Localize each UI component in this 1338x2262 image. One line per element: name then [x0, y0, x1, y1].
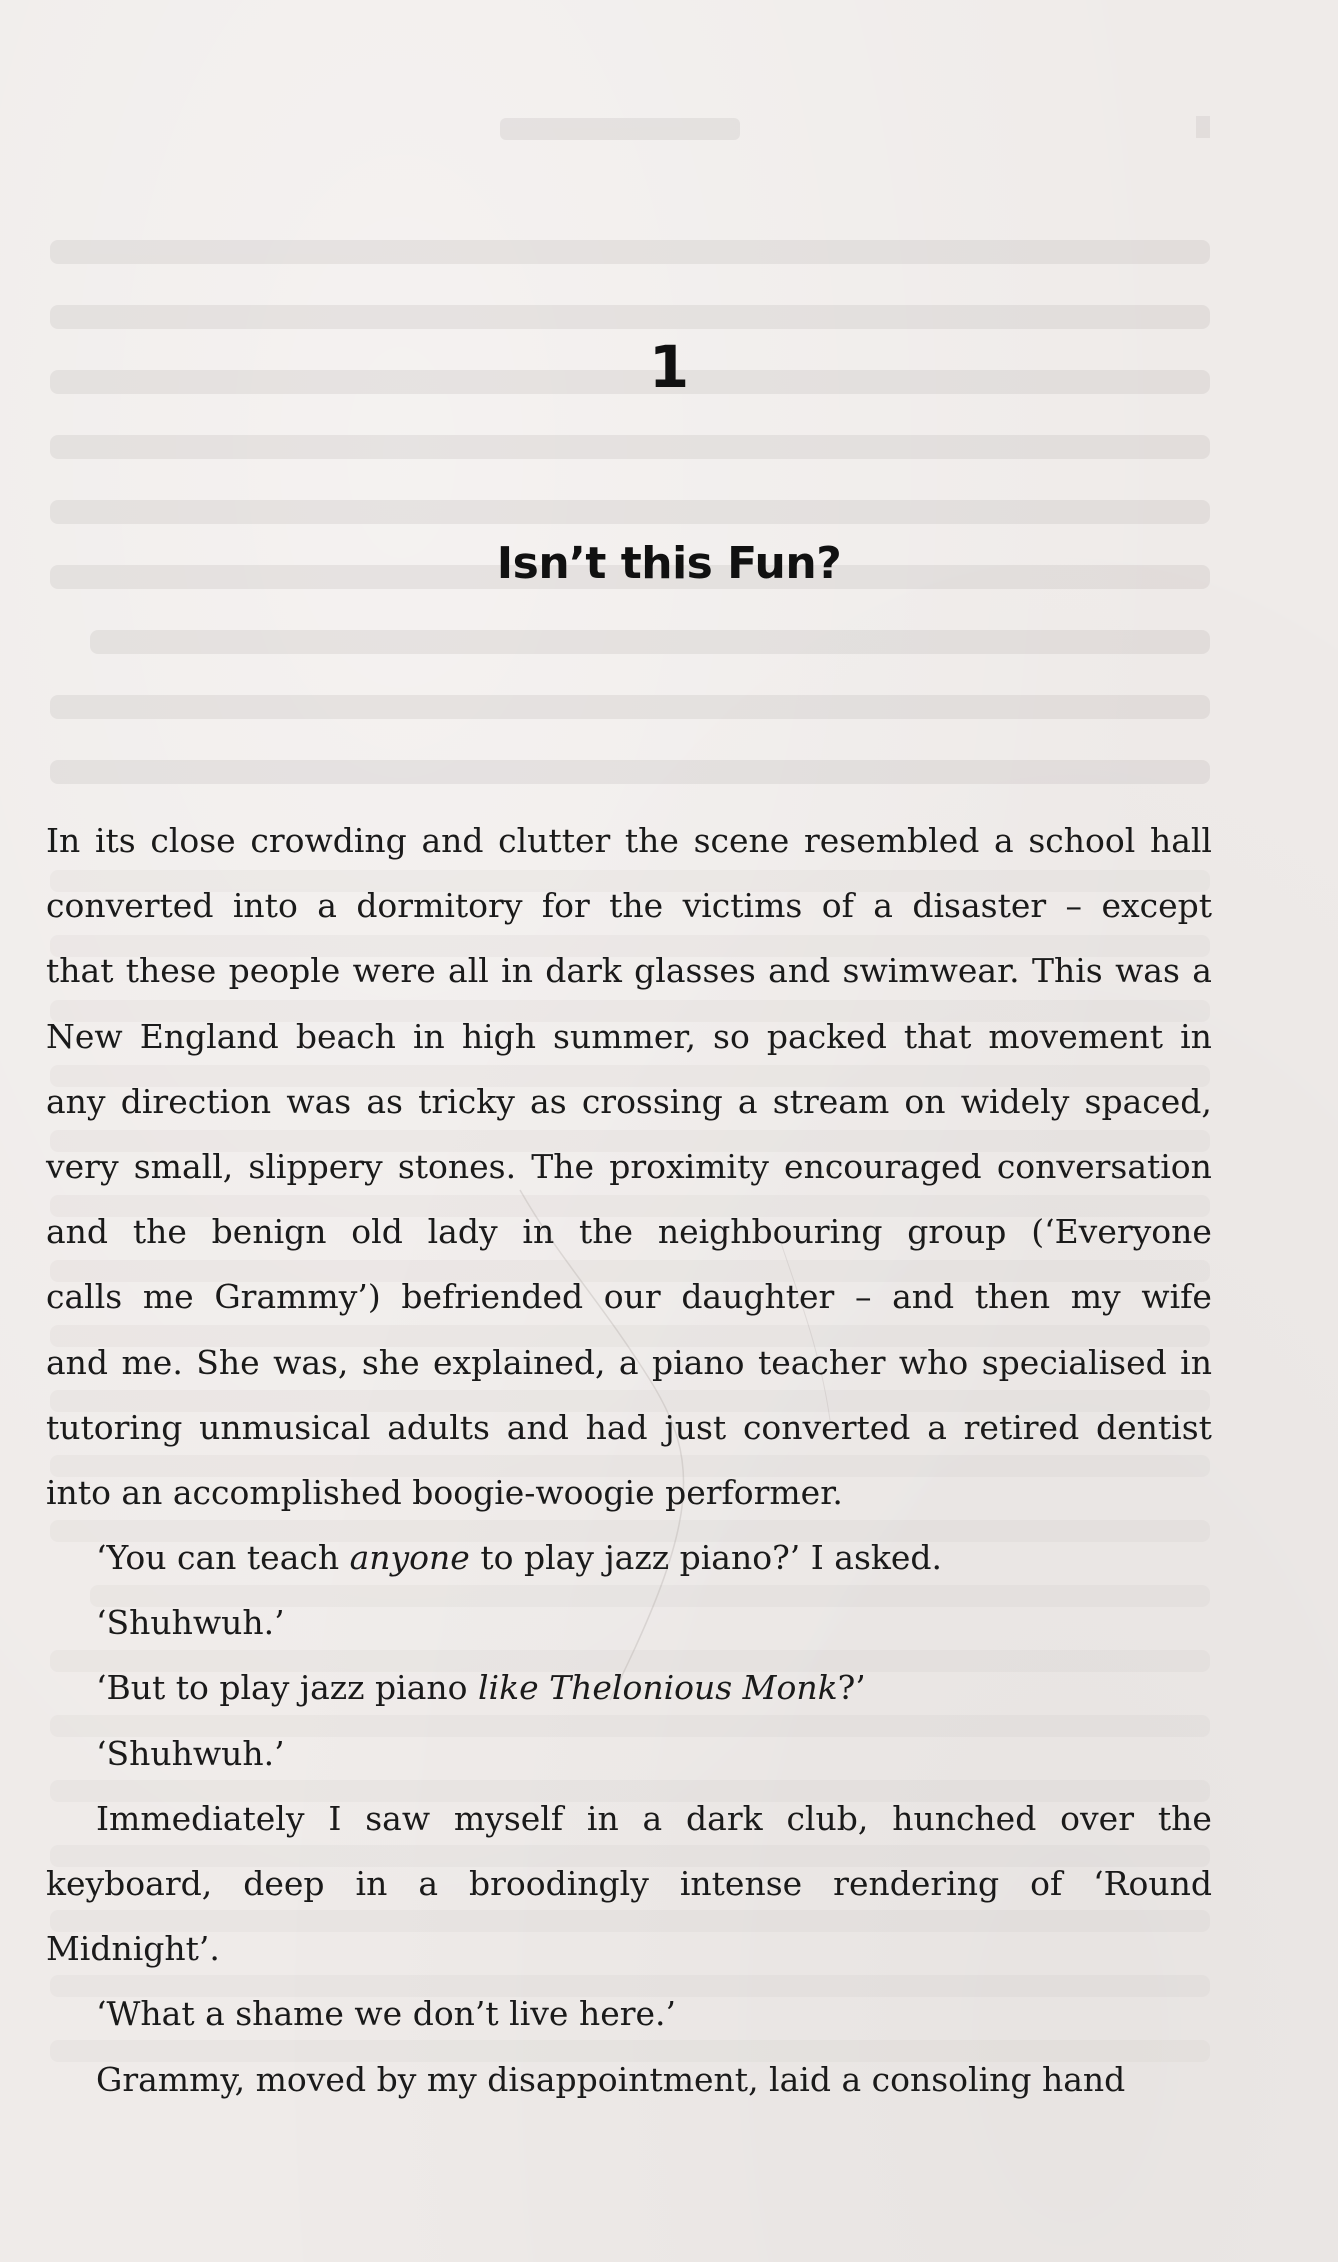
- text-line: tutoring unmusical adults and had just converted a retired dentist: [46, 1407, 1212, 1447]
- p2-emphasis: anyone: [349, 1538, 470, 1578]
- text-line: New England beach in high summer, so packed that movement in: [46, 1016, 1212, 1056]
- p4-before: ‘But to play jazz piano: [96, 1668, 478, 1708]
- text-line: into an accomplished boogie-woogie performer.: [46, 1472, 843, 1512]
- text-line: converted into a dormitory for the victims of a disaster – except: [46, 886, 1212, 926]
- chapter-body: [46, 808, 1212, 2112]
- paragraph-8: Grammy, moved by my disappointment, laid a consoling hand: [96, 2059, 1126, 2099]
- paragraph-2: [46, 1525, 1212, 1590]
- paragraph-7: ‘What a shame we don’t live here.’: [96, 1994, 677, 2034]
- text-line: In its close crowding and clutter the scene resembled a school hall: [46, 821, 1212, 860]
- text-line: Immediately I saw myself in a dark club, hunched over the: [96, 1798, 1212, 1838]
- p2-before: ‘You can teach: [96, 1538, 350, 1578]
- paragraph-4: [46, 1655, 1212, 1720]
- paragraph-6: [46, 1786, 1212, 1982]
- text-line: and me. She was, she explained, a piano teacher who specialised in: [46, 1342, 1212, 1382]
- p4-after: ?’: [837, 1668, 866, 1708]
- text-line: and the benign old lady in the neighbouring group (‘Everyone: [46, 1212, 1212, 1252]
- text-line: very small, slippery stones. The proximity encouraged conversation: [46, 1146, 1212, 1186]
- text-line: calls me Grammy’) befriended our daughter – and then my wife: [46, 1277, 1212, 1317]
- text-line: any direction was as tricky as crossing a stream on widely spaced,: [46, 1081, 1212, 1121]
- p2-after: to play jazz piano?’ I asked.: [469, 1538, 943, 1578]
- text-line: Midnight’.: [46, 1929, 220, 1969]
- paragraph-3: ‘Shuhwuh.’: [96, 1603, 285, 1643]
- chapter-title: Isn’t this Fun?: [496, 538, 842, 589]
- text-line: keyboard, deep in a broodingly intense rendering of ‘Round: [46, 1864, 1212, 1903]
- paragraph-5: ‘Shuhwuh.’: [96, 1733, 285, 1773]
- chapter-number: 1: [648, 333, 690, 401]
- paragraph-1: [46, 808, 1212, 1525]
- p4-emphasis: like Thelonious Monk: [477, 1668, 838, 1708]
- text-line: that these people were all in dark glasses and swimwear. This was a: [46, 951, 1212, 991]
